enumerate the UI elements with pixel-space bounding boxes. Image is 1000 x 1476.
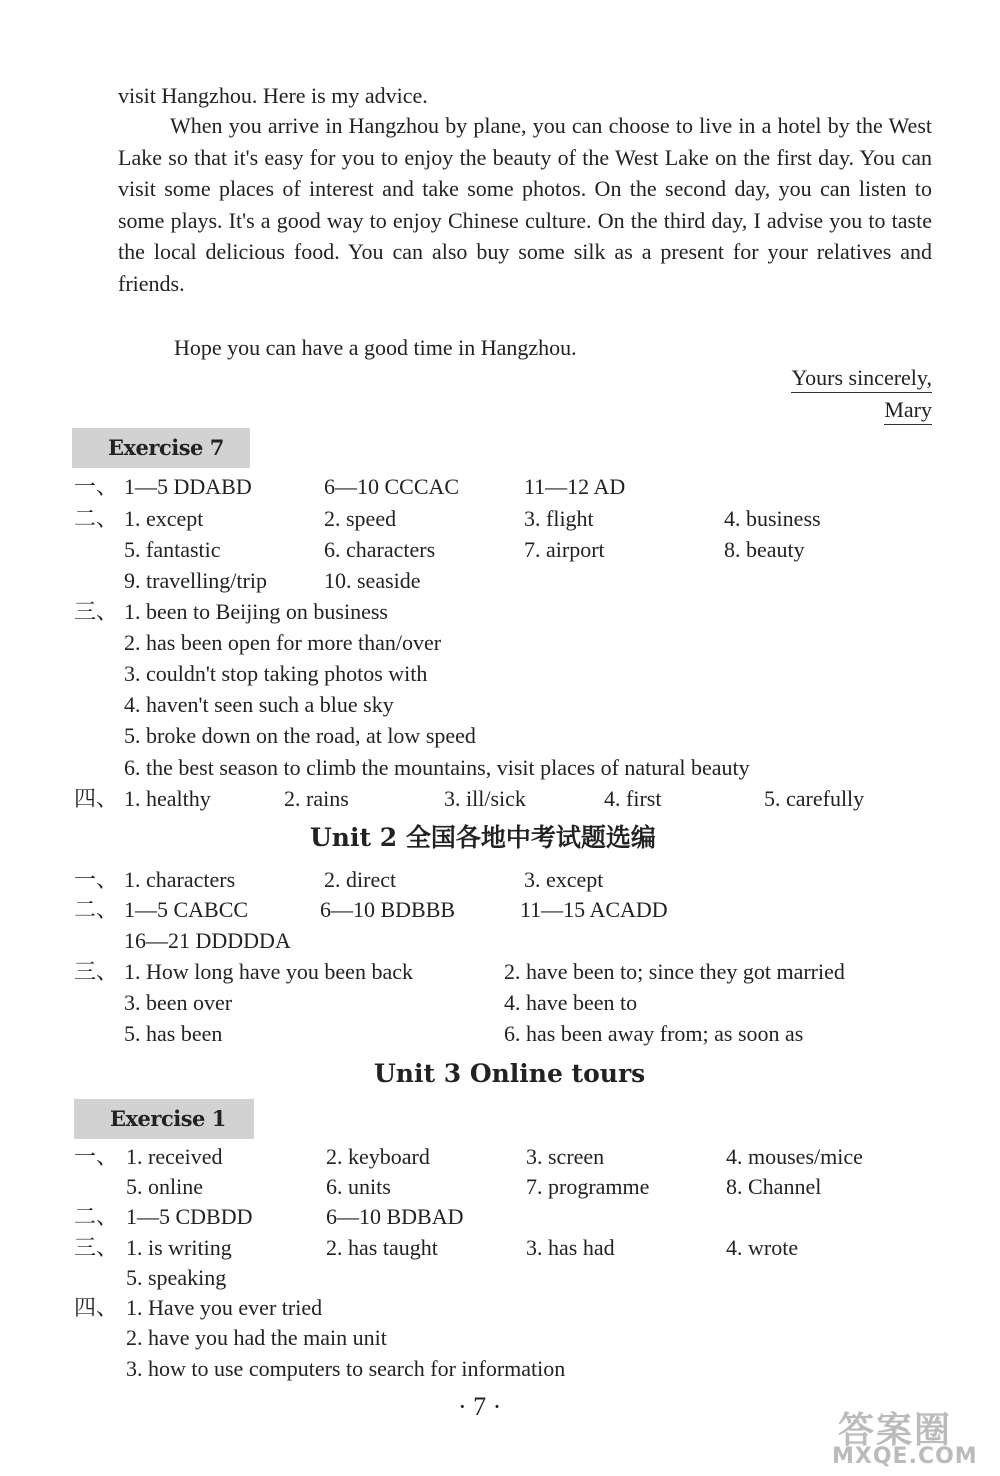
answer-item: 6. has been away from; as soon as (504, 1021, 804, 1046)
letter-closing: Yours sincerely, (791, 364, 932, 393)
u2-s3-label: 三、 (74, 959, 119, 984)
answer-item: 1. except (124, 506, 204, 531)
answer-item: 1. How long have you been back (124, 959, 413, 984)
answer-item: 6—10 BDBBB (320, 897, 456, 922)
watermark-logo: 答案圈 (838, 1410, 953, 1451)
answer-item: 4. have been to (504, 990, 638, 1015)
unit-2-title: Unit 2 全国各地中考试题选编 (310, 823, 656, 852)
letter-signature: Mary (884, 396, 932, 425)
u3-s1-label: 一、 (74, 1144, 119, 1169)
answer-item: 7. airport (524, 537, 605, 562)
answer-item: 1—5 CDBDD (126, 1204, 253, 1229)
answer-item: 6. units (326, 1174, 391, 1199)
answer-item: 8. Channel (726, 1174, 822, 1199)
answer-item: 2. rains (284, 786, 349, 811)
letter-paragraph-2: Hope you can have a good time in Hangzhou. (174, 335, 577, 360)
answer-item: 8. beauty (724, 537, 805, 562)
ex7-s2-label: 二、 (74, 506, 119, 531)
answer-item: 9. travelling/trip (124, 568, 267, 593)
exercise-1-title: Exercise 1 (110, 1106, 226, 1131)
answer-item: 3. how to use computers to search for information (126, 1356, 566, 1381)
answer-item: 1—5 DDABD (124, 474, 252, 499)
answer-item: 4. first (604, 786, 662, 811)
exercise-7-header (72, 428, 250, 468)
answer-item: 5. speaking (126, 1265, 227, 1290)
answer-item: 5. broke down on the road, at low speed (124, 723, 476, 748)
answer-item: 11—15 ACADD (520, 897, 668, 922)
page-number: · 7 · (458, 1392, 502, 1421)
answer-item: 3. has had (526, 1235, 615, 1260)
answer-item: 1. characters (124, 867, 236, 892)
ex7-s3-label: 三、 (74, 599, 119, 624)
answer-item: 2. has taught (326, 1235, 438, 1260)
exercise-1-header (74, 1099, 254, 1139)
letter-paragraph-1 (118, 110, 932, 300)
answer-item: 4. haven't seen such a blue sky (124, 692, 394, 717)
ex7-s4-label: 四、 (74, 786, 119, 811)
answer-item: 1. healthy (124, 786, 211, 811)
answer-item: 3. flight (524, 506, 594, 531)
letter-line-1: visit Hangzhou. Here is my advice. (118, 83, 428, 108)
answer-item: 1. been to Beijing on business (124, 599, 388, 624)
answer-item: 6. characters (324, 537, 436, 562)
watermark-url: MXQE.COM (832, 1444, 978, 1469)
answer-item: 2. have been to; since they got married (504, 959, 845, 984)
u2-s1-label: 一、 (74, 867, 119, 892)
answer-item: 11—12 AD (524, 474, 626, 499)
answer-item: 2. direct (324, 867, 397, 892)
answer-item: 16—21 DDDDDA (124, 928, 291, 953)
letter-paragraph-1-text: When you arrive in Hangzhou by plane, you can choose to live in a hotel by the West Lake so that it's easy for you to enjoy the beauty of the West Lake on the first day. You can visit some places of interest and take some photos. On the second day, you can listen to some plays. It's a good way to enjoy Chinese culture. On the third day, I advise you to taste the local delicious food. You can also buy some silk as a present for your relatives and friends. (118, 113, 932, 296)
answer-item: 1. received (126, 1144, 223, 1169)
answer-item: 2. keyboard (326, 1144, 430, 1169)
answer-item: 6—10 BDBAD (326, 1204, 464, 1229)
answer-item: 4. business (724, 506, 821, 531)
u2-s2-label: 二、 (74, 897, 119, 922)
answer-item: 3. screen (526, 1144, 605, 1169)
answer-item: 6. the best season to climb the mountains, visit places of natural beauty (124, 755, 750, 780)
u3-s3-label: 三、 (74, 1235, 119, 1260)
exercise-7-title: Exercise 7 (108, 435, 224, 460)
answer-item: 2. has been open for more than/over (124, 630, 442, 655)
answer-item: 3. been over (124, 990, 233, 1015)
u3-s2-label: 二、 (74, 1204, 119, 1229)
answer-item: 3. couldn't stop taking photos with (124, 661, 428, 686)
answer-item: 5. online (126, 1174, 203, 1199)
answer-item: 3. ill/sick (444, 786, 526, 811)
answer-item: 4. mouses/mice (726, 1144, 863, 1169)
answer-item: 5. has been (124, 1021, 223, 1046)
answer-item: 4. wrote (726, 1235, 799, 1260)
u3-s4-label: 四、 (74, 1295, 119, 1320)
answer-item: 1. Have you ever tried (126, 1295, 323, 1320)
answer-item: 3. except (524, 867, 604, 892)
answer-item: 6—10 CCCAC (324, 474, 460, 499)
answer-item: 5. fantastic (124, 537, 221, 562)
answer-item: 7. programme (526, 1174, 650, 1199)
answer-item: 1—5 CABCC (124, 897, 249, 922)
ex7-s1-label: 一、 (74, 474, 119, 499)
answer-item: 1. is writing (126, 1235, 232, 1260)
unit-3-title: Unit 3 Online tours (374, 1059, 646, 1088)
answer-item: 2. speed (324, 506, 397, 531)
answer-item: 2. have you had the main unit (126, 1325, 387, 1350)
answer-item: 10. seaside (324, 568, 421, 593)
answer-item: 5. carefully (764, 786, 865, 811)
